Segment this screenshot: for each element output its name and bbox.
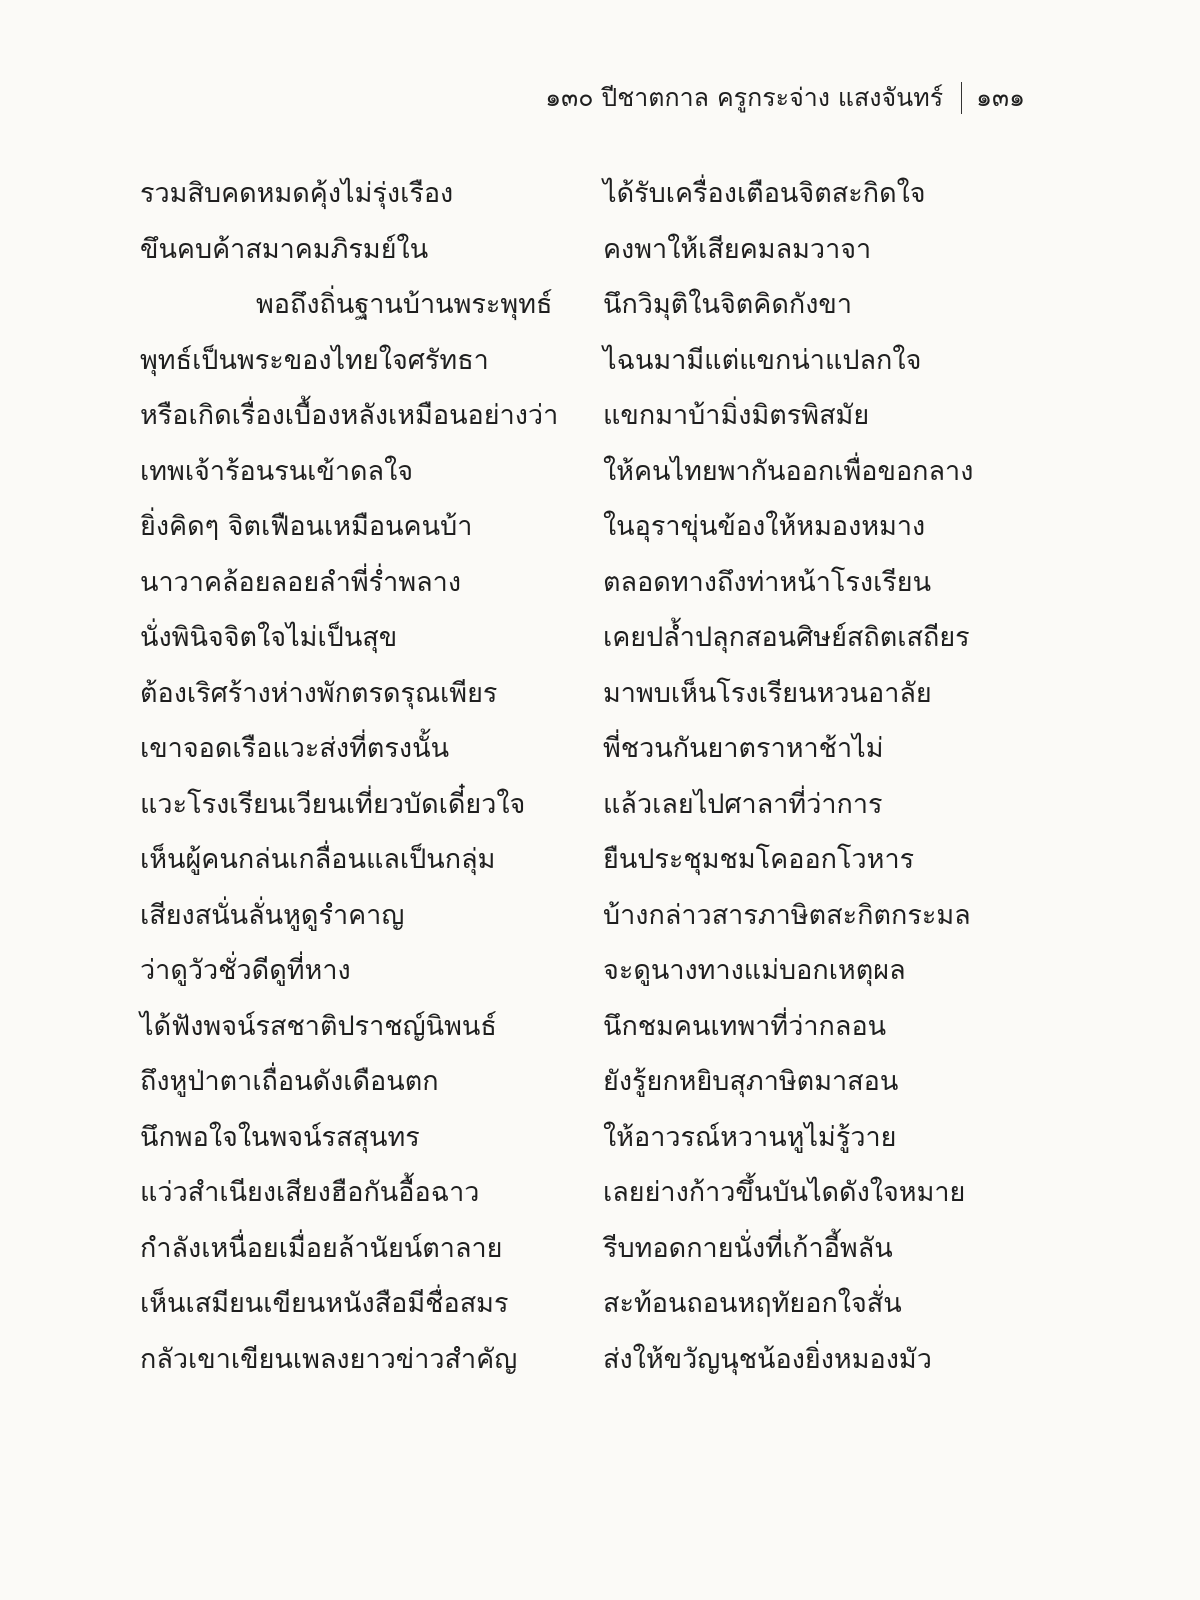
verse-line <box>0 283 1200 339</box>
verse-line <box>0 1005 1200 1061</box>
verse-line <box>0 561 1200 617</box>
second-hemistich: คงพาให้เสียคมลมวาจา <box>603 233 872 265</box>
first-hemistich: นึกพอใจในพจน์รสสุนทร <box>140 1121 420 1153</box>
verse-line <box>0 894 1200 950</box>
running-header <box>545 80 1025 116</box>
verse-line <box>0 783 1200 839</box>
verse-line <box>0 838 1200 894</box>
verse-line <box>0 949 1200 1005</box>
first-hemistich: แว่วสำเนียงเสียงฮือกันอื้อฉาว <box>140 1177 480 1208</box>
first-hemistich: กลัวเขาเขียนเพลงยาวข่าวสำคัญ <box>140 1343 518 1375</box>
second-hemistich: แล้วเลยไปศาลาที่ว่าการ <box>603 788 883 820</box>
first-hemistich: นาวาคล้อยลอยลำพี่ร่ำพลาง <box>140 566 462 598</box>
second-hemistich: บ้างกล่าวสารภาษิตสะกิตกระมล <box>603 899 971 931</box>
second-hemistich: ได้รับเครื่องเตือนจิตสะกิดใจ <box>603 178 926 209</box>
verse-line <box>0 1171 1200 1227</box>
first-hemistich: ได้ฟังพจน์รสชาติปราชญ์นิพนธ์ <box>140 1010 497 1042</box>
first-hemistich: เห็นเสมียนเขียนหนังสือมีชื่อสมร <box>140 1288 509 1319</box>
first-hemistich: ขึนคบค้าสมาคมภิรมย์ใน <box>140 233 429 265</box>
verse-line <box>0 672 1200 728</box>
second-hemistich: จะดูนางทางแม่บอกเหตุผล <box>603 955 906 986</box>
second-hemistich: เลยย่างก้าวขึ้นบันไดดังใจหมาย <box>603 1177 966 1208</box>
second-hemistich: ยังรู้ยกหยิบสุภาษิตมาสอน <box>603 1066 899 1097</box>
verse-line <box>0 1060 1200 1116</box>
verse-line <box>0 450 1200 506</box>
second-hemistich: ไฉนมามีแต่แขกน่าแปลกใจ <box>603 344 922 376</box>
first-hemistich: เทพเจ้าร้อนรนเข้าดลใจ <box>140 455 414 487</box>
poem-body <box>0 172 1200 1393</box>
second-hemistich: สะท้อนถอนหฤทัยอกใจสั่น <box>603 1288 902 1319</box>
verse-line <box>0 339 1200 395</box>
verse-line <box>0 1282 1200 1338</box>
verse-line <box>0 616 1200 672</box>
second-hemistich: นึกวิมุติในจิตคิดกังขา <box>603 289 853 320</box>
first-hemistich: ต้องเริศร้างห่างพักตรดรุณเพียร <box>140 677 498 709</box>
second-hemistich: พี่ชวนกันยาตราหาช้าไม่ <box>603 733 884 764</box>
first-hemistich: ว่าดูวัวชั่วดีดูที่หาง <box>140 955 351 986</box>
verse-line <box>0 1116 1200 1172</box>
second-hemistich: เคยปล้ำปลุกสอนศิษย์สถิตเสถียร <box>603 622 970 653</box>
first-hemistich: แวะโรงเรียนเวียนเที่ยวบัดเดี๋ยวใจ <box>140 788 526 820</box>
first-hemistich: ยิ่งคิดๆ จิตเฟือนเหมือนคนบ้า <box>140 511 473 542</box>
first-hemistich: รวมสิบคดหมดคุ้งไม่รุ่งเรือง <box>140 178 454 209</box>
second-hemistich: ให้อาวรณ์หวานหูไม่รู้วาย <box>603 1121 897 1153</box>
second-hemistich: ส่งให้ขวัญนุชน้องยิ่งหมองมัว <box>603 1343 932 1375</box>
verse-line <box>0 172 1200 228</box>
first-hemistich: พอถึงถิ่นฐานบ้านพระพุทธ์ <box>256 289 553 320</box>
header-title: ๑๓๐ ปีชาตกาล ครูกระจ่าง แสงจันทร์ <box>545 83 944 112</box>
page-number: ๑๓๑ <box>976 83 1025 112</box>
first-hemistich: เสียงสนั่นลั่นหูดูรำคาญ <box>140 899 405 931</box>
verse-line <box>0 228 1200 284</box>
first-hemistich: นั่งพินิจจิตใจไม่เป็นสุข <box>140 622 398 653</box>
second-hemistich: แขกมาบ้ามิ่งมิตรพิสมัย <box>603 400 870 431</box>
second-hemistich: นึกชมคนเทพาที่ว่ากลอน <box>603 1010 887 1042</box>
second-hemistich: มาพบเห็นโรงเรียนหวนอาลัย <box>603 677 932 709</box>
first-hemistich: หรือเกิดเรื่องเบื้องหลังเหมือนอย่างว่า <box>140 400 559 431</box>
verse-line <box>0 505 1200 561</box>
second-hemistich: ในอุราขุ่นข้องให้หมองหมาง <box>603 511 926 542</box>
verse-line <box>0 394 1200 450</box>
first-hemistich: เขาจอดเรือแวะส่งที่ตรงนั้น <box>140 733 450 764</box>
verse-line <box>0 1227 1200 1283</box>
verse-line <box>0 727 1200 783</box>
second-hemistich: ยืนประชุมชมโคออกโวหาร <box>603 844 915 875</box>
first-hemistich: เห็นผู้คนกล่นเกลื่อนแลเป็นกลุ่ม <box>140 844 496 875</box>
verse-line <box>0 1338 1200 1394</box>
first-hemistich: กำลังเหนื่อยเมื่อยล้านัยน์ตาลาย <box>140 1232 503 1264</box>
first-hemistich: พุทธ์เป็นพระของไทยใจศรัทธา <box>140 344 489 376</box>
header-divider <box>961 82 962 114</box>
second-hemistich: รีบทอดกายนั่งที่เก้าอี้พลัน <box>603 1232 893 1264</box>
first-hemistich: ถึงหูป่าตาเถื่อนดังเดือนตก <box>140 1066 439 1097</box>
second-hemistich: ให้คนไทยพากันออกเพื่อขอกลาง <box>603 455 974 487</box>
second-hemistich: ตลอดทางถึงท่าหน้าโรงเรียน <box>603 566 932 598</box>
